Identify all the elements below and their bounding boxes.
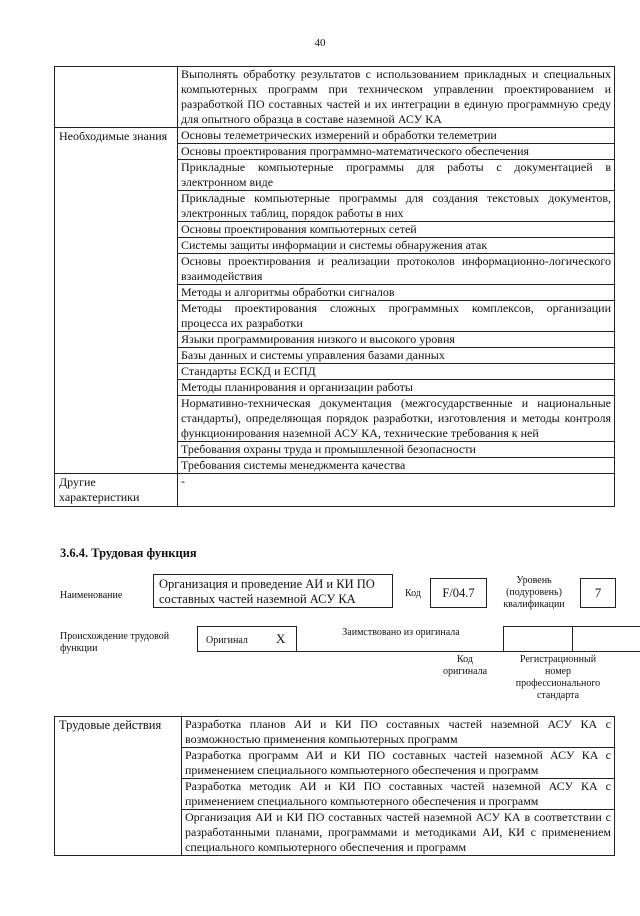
row-item: Методы планирования и организации работы	[178, 380, 615, 396]
borrowed-cell	[296, 626, 504, 652]
function-code-value: F/04.7	[430, 578, 487, 608]
row-label	[55, 67, 178, 128]
row-item: Языки программирования низкого и высокого уровня	[178, 332, 615, 348]
table-row	[55, 67, 615, 128]
page-number: 40	[314, 37, 326, 49]
code-label: Код	[405, 588, 421, 599]
registration-number-caption: Регистрационный номер профессионального стандарта	[515, 654, 601, 701]
row-item: Требования системы менеджмента качества	[178, 458, 615, 474]
row-item: Прикладные компьютерные программы для создания текстовых документов, электронных таблиц, порядок работы в них	[178, 191, 615, 222]
registration-number-cell	[572, 626, 640, 652]
function-name-value: Организация и проведение АИ и КИ ПО составных частей наземной АСУ КА	[153, 574, 393, 608]
labor-actions-table	[54, 716, 615, 856]
labor-action-item: Разработка методик АИ и КИ ПО составных частей наземной АСУ КА с применением специального компьютерного обеспечения и программ	[182, 779, 615, 810]
row-item: Основы проектирования и реализации протоколов информационно-логического взаимодействия	[178, 254, 615, 285]
table-row	[55, 128, 615, 144]
row-item: Стандарты ЕСКД и ЕСПД	[178, 364, 615, 380]
skills-knowledge-table	[54, 66, 615, 507]
row-item: Системы защиты информации и системы обнаружения атак	[178, 238, 615, 254]
labor-action-item: Разработка программ АИ и КИ ПО составных частей наземной АСУ КА с применением специального компьютерного обеспечения и программ	[182, 748, 615, 779]
qualification-level-value: 7	[580, 578, 616, 608]
table-row	[55, 474, 615, 507]
table-row	[55, 717, 615, 748]
labor-action-item: Организация АИ и КИ ПО составных частей наземной АСУ КА в соответствии с разработанными планами, программами и методиками АИ, КИ с применением специального компьютерного обеспечения и программ	[182, 810, 615, 856]
row-item: Методы проектирования сложных программных комплексов, организации процесса их разработки	[178, 301, 615, 332]
row-item: Прикладные компьютерные программы для работы с документацией в электронном виде	[178, 160, 615, 191]
original-cell	[197, 626, 297, 652]
row-item: Требования охраны труда и промышленной безопасности	[178, 442, 615, 458]
original-label: Оригинал	[206, 635, 248, 646]
row-label: Необходимые знания	[55, 128, 178, 474]
name-label: Наименование	[60, 590, 123, 601]
row-item: Выполнять обработку результатов с использованием прикладных и специальных компьютерных программ при техническом управлении проектированием и разработкой ПО составных частей и их интеграции в единую программную среду для опытного образца в составе наземной АСУ КА	[178, 67, 615, 128]
row-item: -	[178, 474, 615, 507]
origin-label: Происхождение трудовой функции	[60, 631, 170, 654]
row-item: Базы данных и системы управления базами данных	[178, 348, 615, 364]
row-item: Основы телеметрических измерений и обработки телеметрии	[178, 128, 615, 144]
row-item: Нормативно-техническая документация (межгосударственные и национальные стандарты), определяющая порядок разработки, изготовления и методы контроля функционирования наземной АСУ КА, технические требования к ней	[178, 396, 615, 442]
qualification-level-label: Уровень (подуровень) квалификации	[503, 575, 565, 610]
original-code-caption: Код оригинала	[442, 654, 488, 677]
labor-actions-label: Трудовые действия	[55, 717, 182, 856]
row-item: Основы проектирования компьютерных сетей	[178, 222, 615, 238]
borrowed-label: Заимствовано из оригинала	[342, 627, 460, 638]
labor-action-item: Разработка планов АИ и КИ ПО составных частей наземной АСУ КА с возможностью применения компьютерных программ	[182, 717, 615, 748]
row-label: Другие характеристики	[55, 474, 178, 507]
row-item: Методы и алгоритмы обработки сигналов	[178, 285, 615, 301]
section-heading: 3.6.4. Трудовая функция	[60, 546, 197, 560]
original-mark: X	[276, 631, 286, 646]
row-item: Основы проектирования программно-математического обеспечения	[178, 144, 615, 160]
original-code-cell	[503, 626, 573, 652]
